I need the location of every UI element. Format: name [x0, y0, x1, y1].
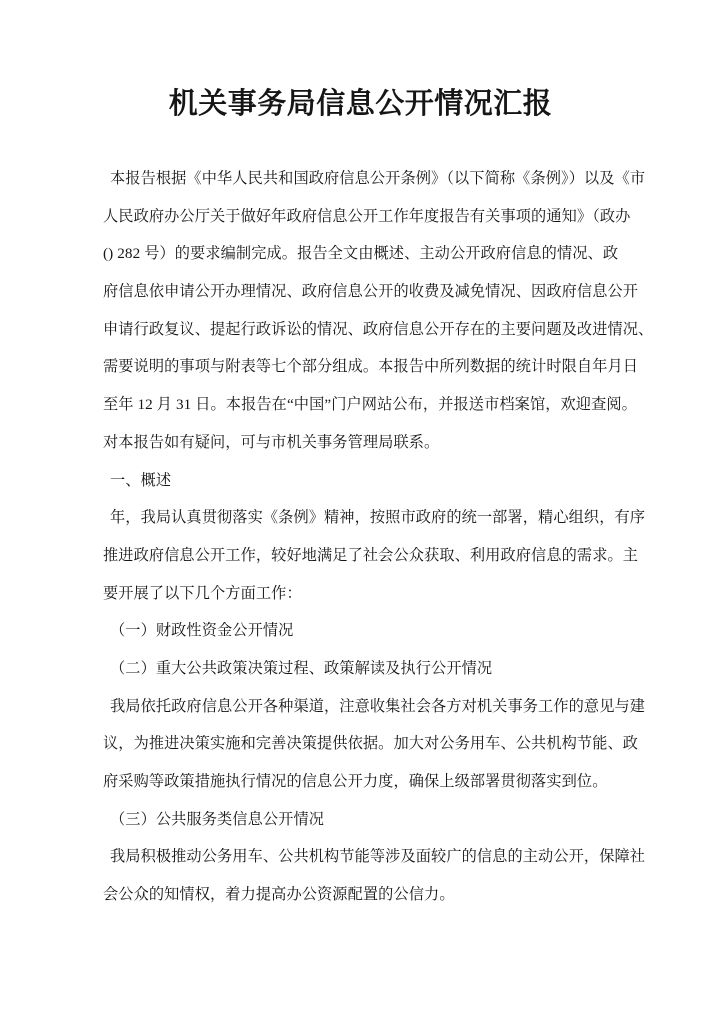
paragraph-line: 人民政府办公厅关于做好年政府信息公开工作年度报告有关事项的通知》（政办	[103, 207, 631, 225]
paragraph-line: 会公众的知情权，着力提高办公资源配置的公信力。	[103, 886, 455, 904]
paragraph-line: 我局积极推动公务用车、公共机构节能等涉及面较广的信息的主动公开，保障社	[110, 848, 646, 866]
paragraph-line: 对本报告如有疑问，可与市机关事务管理局联系。	[103, 433, 440, 451]
subsection-heading: （二）重大公共政策决策过程、政策解读及执行公开情况	[110, 659, 493, 677]
paragraph-line: 我局依托政府信息公开各种渠道，注意收集社会各方对机关事务工作的意见与建	[110, 697, 646, 715]
paragraph-line: 府信息依申请公开办理情况、政府信息公开的收费及减免情况、因政府信息公开	[103, 283, 639, 301]
paragraph-line: 至年 12 月 31 日。本报告在“中国”门户网站公布，并报送市档案馆，欢迎查阅。	[103, 396, 637, 414]
subsection-heading: （一）财政性资金公开情况	[110, 622, 294, 640]
paragraph-line: 府采购等政策措施执行情况的信息公开力度，确保上级部署贯彻落实到位。	[103, 773, 608, 790]
section-heading: 一、概述	[110, 471, 172, 489]
paragraph-line: 本报告根据《中华人民共和国政府信息公开条例》（以下简称《条例》）以及《市	[110, 170, 646, 187]
paragraph-line: () 282 号）的要求编制完成。报告全文由概述、主动公开政府信息的情况、政	[103, 245, 619, 263]
document-body	[103, 160, 663, 914]
paragraph-line: 议，为推进决策实施和完善决策提供依据。加大对公务用车、公共机构节能、政	[103, 735, 639, 753]
document-title: 机关事务局信息公开情况汇报	[168, 88, 553, 120]
paragraph-line: 推进政府信息公开工作，较好地满足了社会公众获取、利用政府信息的需求。主	[103, 546, 639, 564]
paragraph-line: 年，我局认真贯彻落实《条例》精神，按照市政府的统一部署，精心组织，有序	[110, 509, 646, 527]
subsection-heading: （三）公共服务类信息公开情况	[110, 810, 325, 828]
paragraph-line: 申请行政复议、提起行政诉讼的情况、政府信息公开存在的主要问题及改进情况、	[103, 320, 654, 338]
paragraph-line: 需要说明的事项与附表等七个部分组成。本报告中所列数据的统计时限自年月日	[103, 358, 639, 376]
paragraph-line: 要开展了以下几个方面工作：	[103, 584, 302, 602]
